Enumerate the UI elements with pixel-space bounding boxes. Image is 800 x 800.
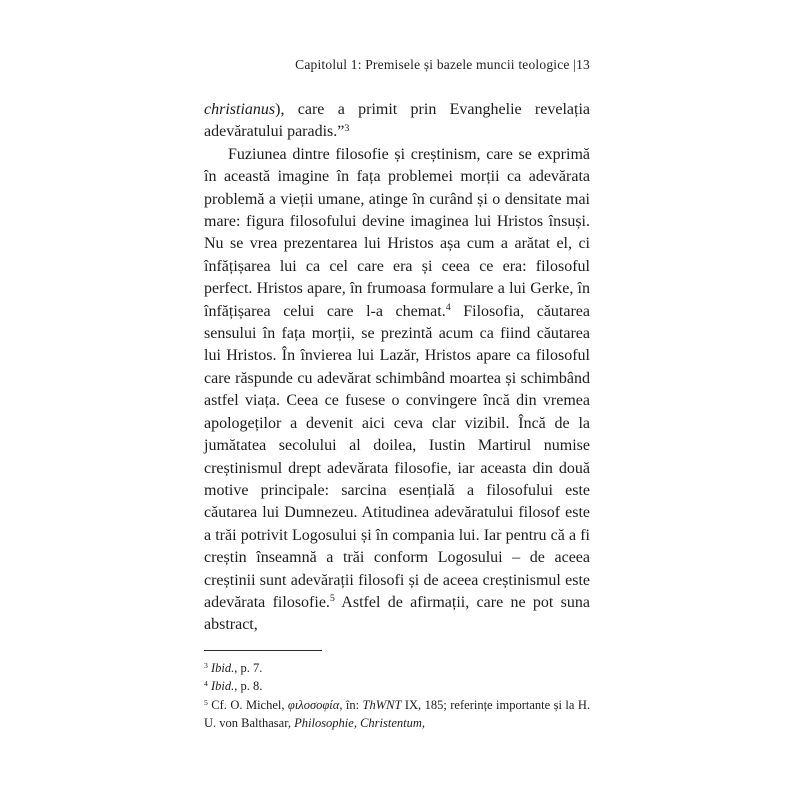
text-segment: christianus bbox=[204, 101, 276, 118]
footnote-separator-rule bbox=[204, 650, 322, 651]
body-text bbox=[204, 99, 590, 637]
text-block bbox=[204, 57, 590, 733]
text-segment: IX, 185; referințe importante și la H. U. von Balthasar, bbox=[204, 697, 590, 731]
text-segment: Cf. O. Michel, bbox=[207, 697, 288, 712]
paragraph-continuation bbox=[204, 99, 590, 144]
footnote-reference: 3 bbox=[344, 122, 350, 134]
footnote-reference: 3 bbox=[204, 660, 208, 670]
text-segment: Fuziunea dintre filosofie și creștinism, care se exprimă în această imagine în fața problemei morții ca adevărata problemă a vieții umane, atinge în curând și o densitate mai mare: figura filosofului devine imaginea lui Hristos însuși. Nu se vrea prezentarea lui Hristos așa cum a arătat el, ci înfățișarea lui ca cel care era și ceea ce era: filosoful perfect. Hristos apare, în frumoasa formulare a lui Gerke, în înfățișarea celui care l-a chemat. bbox=[204, 145, 590, 320]
footnote-4 bbox=[204, 677, 590, 696]
footnote-reference: 4 bbox=[445, 302, 451, 314]
page-number: |13 bbox=[573, 57, 590, 72]
footnote-5 bbox=[204, 696, 590, 733]
text-segment: ), care a primit prin Evanghelie revelația adevăratului paradis.” bbox=[204, 101, 590, 141]
footnote-reference: 5 bbox=[329, 593, 335, 605]
text-segment: Astfel de afirmații, care ne pot suna abstract, bbox=[204, 593, 590, 634]
running-head bbox=[204, 57, 590, 73]
text-segment: Filosofia, căutarea sensului în fața morții, se prezintă acum ca fiind căutarea lui Hristos. În învierea lui Lazăr, Hristos apare ca filosoful care răspunde cu adevărat schimbând moartea și schimbând astfel viața. Ceea ce fusese o convingere încă din vremea apologeților a devenit aici ceva clar vizibil. Încă de la jumătatea secolului al doilea, Iustin Martirul numise creștinismul drept adevărata filosofie, iar aceasta din două motive principale: sarcina esențială a filosofului este căutarea lui Dumnezeu. Atitudinea adevăratului filosof este a trăi potrivit Logosului și în compania lui. Iar pentru că a fi creștin înseamnă a trăi conform Logosului – de aceea creștinii sunt adevărații filosofi și de aceea creștinismul este adevărata filosofie. bbox=[204, 302, 591, 611]
chapter-title: Capitolul 1: Premisele și bazele muncii teologice bbox=[295, 57, 574, 72]
footnote-reference: 4 bbox=[204, 679, 208, 688]
paragraph-main bbox=[204, 144, 590, 637]
text-segment: , în: bbox=[339, 697, 363, 712]
text-segment: Ibid. bbox=[211, 660, 235, 675]
text-segment: , p. 8. bbox=[234, 679, 263, 694]
footnote-3 bbox=[204, 659, 590, 678]
text-segment: Philosophie, Christentum, bbox=[294, 716, 426, 731]
footnote-reference: 5 bbox=[204, 697, 208, 707]
text-segment: , p. 7. bbox=[234, 660, 263, 675]
text-segment: φιλοσοφία bbox=[287, 697, 340, 712]
text-segment: ThWNT bbox=[362, 697, 402, 712]
footnotes-section bbox=[204, 650, 590, 733]
text-segment: Ibid. bbox=[211, 679, 235, 694]
